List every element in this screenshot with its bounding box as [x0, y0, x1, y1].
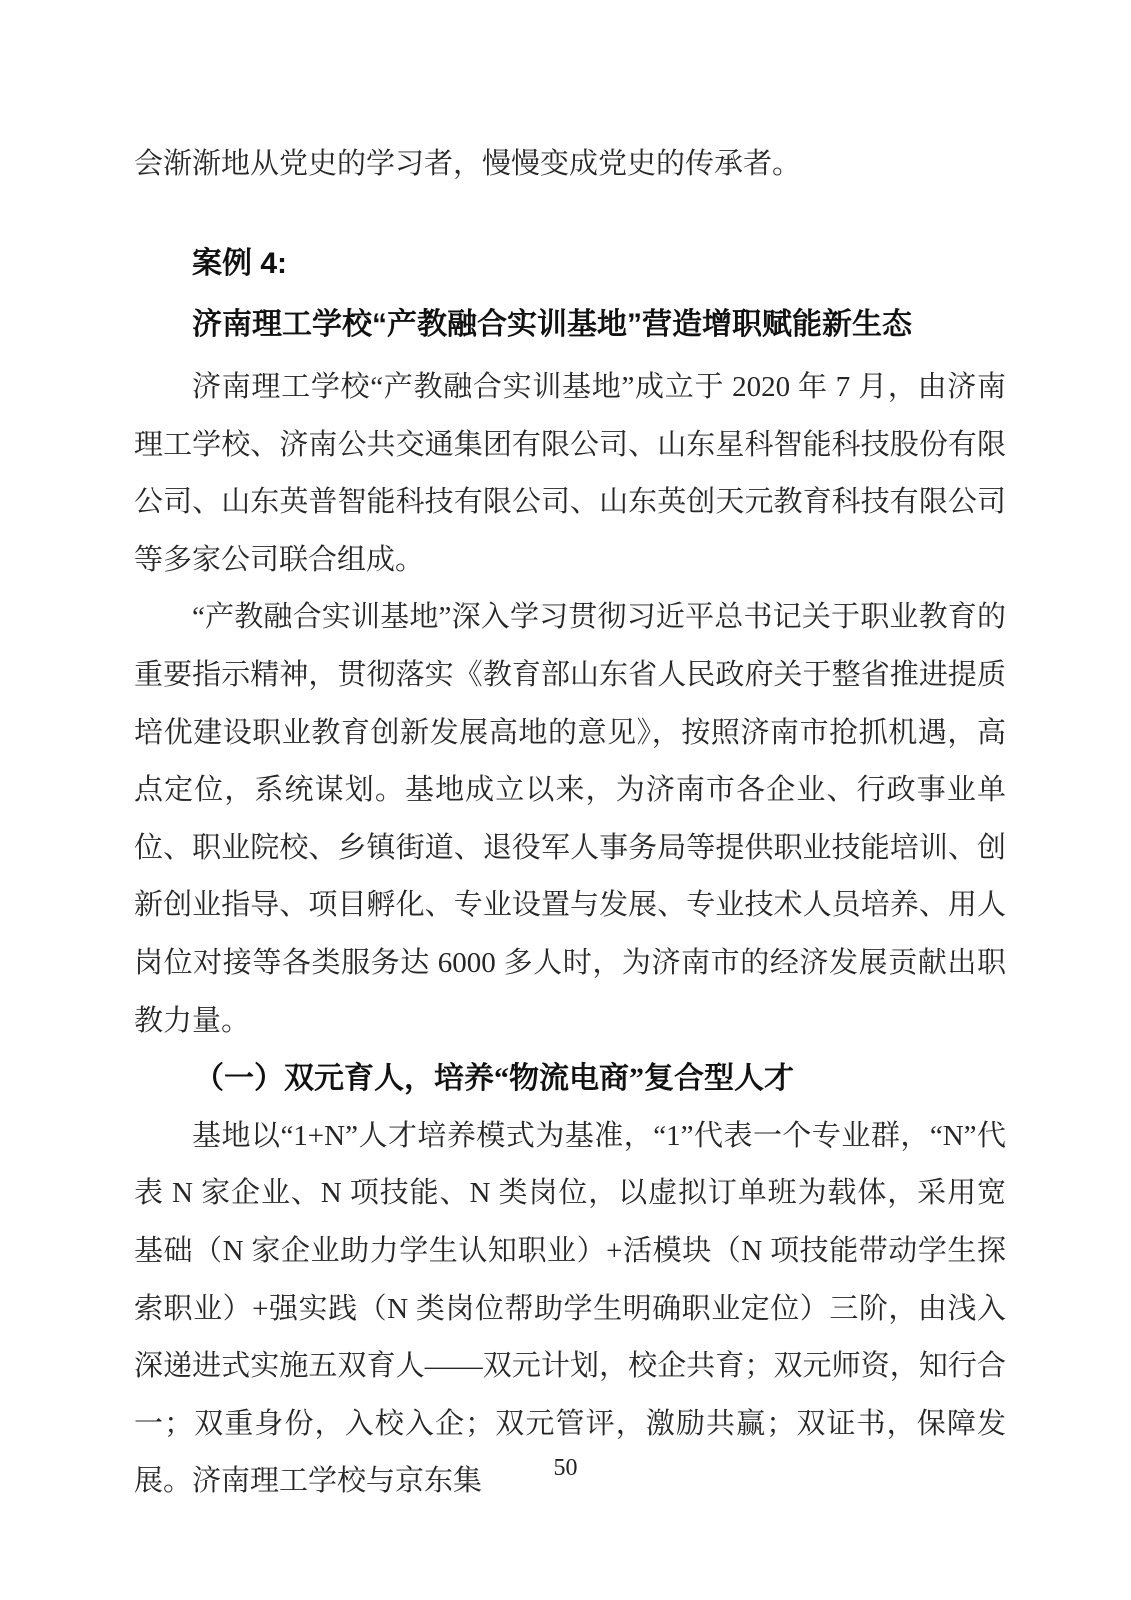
paragraph-2: “产教融合实训基地”深入学习贯彻习近平总书记关于职业教育的重要指示精神，贯彻落实《教育部山东省人民政府关于整省推进提质培优建设职业教育创新发展高地的意见》，按照济南市抢抓机遇，高点定位，系统谋划。基地成立以来，为济南市各企业、行政事业单位、职业院校、乡镇街道、退役军人事务局等提供职业技能培训、创新创业指导、项目孵化、专业设置与发展、专业技术人员培养、用人岗位对接等各类服务达 6000 多人时，为济南市的经济发展贡献出职教力量。 [134, 601, 1006, 1037]
paragraph-1: 济南理工学校“产教融合实训基地”成立于 2020 年 7 月，由济南理工学校、济南公共交通集团有限公司、山东星科智能科技股份有限公司、山东英普智能科技有限公司、山东英创天元教育科技有限公司等多家公司联合组成。 [134, 371, 1006, 576]
carryover-paragraph-line: 会渐渐地从党史的学习者，慢慢变成党史的传承者。 [134, 148, 802, 180]
page-number: 50 [553, 1455, 578, 1481]
case-title: 济南理工学校“产教融合实训基地”营造增职赋能新生态 [192, 308, 912, 341]
body-text-block [134, 359, 1006, 1511]
case-label: 案例 4: [192, 247, 288, 280]
section-1-heading: （一）双元育人，培养“物流电商”复合型人才 [194, 1062, 794, 1096]
paragraph-3: 基地以“1+N”人才培养模式为基准，“1”代表一个专业群，“N”代表 N 家企业、N 项技能、N 类岗位，以虚拟订单班为载体，采用宽基础（N 家企业助力学生认知职业）+活模块（N 项技能带动学生探索职业）+强实践（N 类岗位帮助学生明确职业定位）三阶，由浅入深递进式实施五双育人——双元计划，校企共育；双元师资，知行合一；双重身份，入校入企；双元管评，激励共赢；双证书，保障发展。济南理工学校与京东集 [134, 1119, 1006, 1498]
